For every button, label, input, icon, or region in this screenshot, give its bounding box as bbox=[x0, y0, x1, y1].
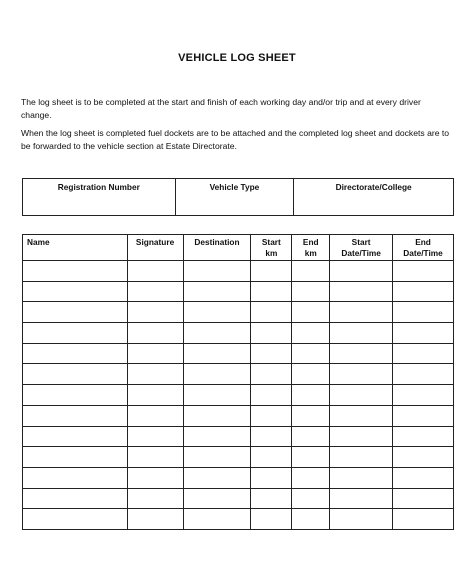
end-datetime-cell[interactable] bbox=[393, 509, 454, 530]
name-header bbox=[23, 235, 128, 261]
signature-header-label: Signature bbox=[135, 237, 175, 247]
name-cell[interactable] bbox=[23, 509, 128, 530]
destination-cell[interactable] bbox=[183, 447, 251, 468]
table-row bbox=[23, 302, 454, 323]
signature-cell[interactable] bbox=[127, 364, 183, 385]
start-datetime-cell[interactable] bbox=[330, 509, 393, 530]
destination-cell[interactable] bbox=[183, 405, 251, 426]
table-row bbox=[23, 385, 454, 406]
start-km-cell[interactable] bbox=[251, 509, 292, 530]
end-datetime-header bbox=[393, 235, 454, 261]
document-title: VEHICLE LOG SHEET bbox=[178, 52, 296, 64]
name-cell[interactable] bbox=[23, 364, 128, 385]
end-datetime-cell[interactable] bbox=[393, 426, 454, 447]
signature-cell[interactable] bbox=[127, 426, 183, 447]
start-datetime-cell[interactable] bbox=[330, 385, 393, 406]
start-km-cell[interactable] bbox=[251, 261, 292, 282]
start-datetime-cell[interactable] bbox=[330, 281, 393, 302]
destination-cell[interactable] bbox=[183, 364, 251, 385]
signature-cell[interactable] bbox=[127, 302, 183, 323]
start-datetime-header-line2: Date/Time bbox=[341, 248, 381, 258]
trip-log-header-row bbox=[23, 235, 454, 261]
start-datetime-cell[interactable] bbox=[330, 302, 393, 323]
trip-log-body bbox=[23, 261, 454, 530]
table-row bbox=[23, 488, 454, 509]
destination-cell[interactable] bbox=[183, 323, 251, 344]
vehicle-type-header: Vehicle Type bbox=[175, 179, 294, 216]
end-km-cell[interactable] bbox=[292, 323, 330, 344]
destination-cell[interactable] bbox=[183, 385, 251, 406]
start-datetime-cell[interactable] bbox=[330, 405, 393, 426]
end-km-cell[interactable] bbox=[292, 426, 330, 447]
end-km-cell[interactable] bbox=[292, 509, 330, 530]
signature-cell[interactable] bbox=[127, 261, 183, 282]
name-cell[interactable] bbox=[23, 426, 128, 447]
start-datetime-cell[interactable] bbox=[330, 364, 393, 385]
start-datetime-cell[interactable] bbox=[330, 488, 393, 509]
signature-cell[interactable] bbox=[127, 385, 183, 406]
end-datetime-cell[interactable] bbox=[393, 281, 454, 302]
table-row bbox=[23, 281, 454, 302]
table-row bbox=[23, 343, 454, 364]
end-datetime-cell[interactable] bbox=[393, 364, 454, 385]
signature-header bbox=[127, 235, 183, 261]
start-datetime-header-line1: Start bbox=[351, 237, 371, 247]
start-km-cell[interactable] bbox=[251, 426, 292, 447]
start-km-cell[interactable] bbox=[251, 281, 292, 302]
table-row bbox=[23, 509, 454, 530]
table-row bbox=[23, 467, 454, 488]
signature-cell[interactable] bbox=[127, 323, 183, 344]
start-km-header-line2: km bbox=[265, 248, 278, 258]
end-datetime-cell[interactable] bbox=[393, 323, 454, 344]
end-datetime-cell[interactable] bbox=[393, 488, 454, 509]
end-km-cell[interactable] bbox=[292, 385, 330, 406]
signature-cell[interactable] bbox=[127, 447, 183, 468]
start-datetime-cell[interactable] bbox=[330, 467, 393, 488]
name-cell[interactable] bbox=[23, 467, 128, 488]
name-cell[interactable] bbox=[23, 261, 128, 282]
end-km-header bbox=[292, 235, 330, 261]
end-km-cell[interactable] bbox=[292, 447, 330, 468]
end-datetime-cell[interactable] bbox=[393, 447, 454, 468]
start-km-cell[interactable] bbox=[251, 323, 292, 344]
start-km-cell[interactable] bbox=[251, 488, 292, 509]
start-datetime-cell[interactable] bbox=[330, 343, 393, 364]
start-km-cell[interactable] bbox=[251, 467, 292, 488]
destination-cell[interactable] bbox=[183, 343, 251, 364]
name-cell[interactable] bbox=[23, 488, 128, 509]
signature-cell[interactable] bbox=[127, 281, 183, 302]
end-km-cell[interactable] bbox=[292, 281, 330, 302]
end-datetime-cell[interactable] bbox=[393, 405, 454, 426]
directorate-college-header: Directorate/College bbox=[294, 179, 454, 216]
start-datetime-cell[interactable] bbox=[330, 323, 393, 344]
end-datetime-cell[interactable] bbox=[393, 302, 454, 323]
end-datetime-cell[interactable] bbox=[393, 343, 454, 364]
start-datetime-cell[interactable] bbox=[330, 447, 393, 468]
destination-cell[interactable] bbox=[183, 488, 251, 509]
instruction-paragraph-1: The log sheet is to be completed at the start and finish of each working day and/or trip and at every driver change. bbox=[21, 97, 421, 120]
vehicle-info-table bbox=[22, 178, 454, 216]
end-datetime-cell[interactable] bbox=[393, 467, 454, 488]
end-km-cell[interactable] bbox=[292, 364, 330, 385]
table-row bbox=[23, 447, 454, 468]
start-datetime-cell[interactable] bbox=[330, 261, 393, 282]
end-km-header-line1: End bbox=[302, 237, 319, 247]
instruction-paragraph-2: When the log sheet is completed fuel dockets are to be attached and the completed log sheet and dockets are to be forwarded to the vehicle section at Estate Directorate. bbox=[21, 128, 450, 151]
vehicle-info-row bbox=[23, 179, 454, 216]
start-km-cell[interactable] bbox=[251, 385, 292, 406]
start-km-cell[interactable] bbox=[251, 302, 292, 323]
name-cell[interactable] bbox=[23, 405, 128, 426]
name-cell[interactable] bbox=[23, 343, 128, 364]
start-km-cell[interactable] bbox=[251, 364, 292, 385]
registration-number-header: Registration Number bbox=[23, 179, 176, 216]
name-cell[interactable] bbox=[23, 323, 128, 344]
start-km-header-line1: Start bbox=[261, 237, 281, 247]
name-header-label: Name bbox=[27, 237, 50, 247]
end-km-cell[interactable] bbox=[292, 302, 330, 323]
end-km-cell[interactable] bbox=[292, 467, 330, 488]
start-km-cell[interactable] bbox=[251, 343, 292, 364]
end-datetime-header-line1: End bbox=[415, 237, 431, 247]
name-cell[interactable] bbox=[23, 447, 128, 468]
destination-cell[interactable] bbox=[183, 302, 251, 323]
destination-cell[interactable] bbox=[183, 467, 251, 488]
end-km-cell[interactable] bbox=[292, 488, 330, 509]
destination-cell[interactable] bbox=[183, 509, 251, 530]
signature-cell[interactable] bbox=[127, 488, 183, 509]
start-datetime-header bbox=[330, 235, 393, 261]
end-km-cell[interactable] bbox=[292, 405, 330, 426]
table-row bbox=[23, 364, 454, 385]
start-km-header bbox=[251, 235, 292, 261]
end-km-cell[interactable] bbox=[292, 343, 330, 364]
signature-cell[interactable] bbox=[127, 405, 183, 426]
destination-cell[interactable] bbox=[183, 426, 251, 447]
end-datetime-cell[interactable] bbox=[393, 261, 454, 282]
destination-header bbox=[183, 235, 251, 261]
start-km-cell[interactable] bbox=[251, 447, 292, 468]
destination-cell[interactable] bbox=[183, 261, 251, 282]
name-cell[interactable] bbox=[23, 385, 128, 406]
signature-cell[interactable] bbox=[127, 343, 183, 364]
end-datetime-cell[interactable] bbox=[393, 385, 454, 406]
table-row bbox=[23, 405, 454, 426]
start-km-cell[interactable] bbox=[251, 405, 292, 426]
destination-header-label: Destination bbox=[194, 237, 240, 247]
start-datetime-cell[interactable] bbox=[330, 426, 393, 447]
destination-cell[interactable] bbox=[183, 281, 251, 302]
signature-cell[interactable] bbox=[127, 509, 183, 530]
table-row bbox=[23, 261, 454, 282]
end-km-cell[interactable] bbox=[292, 261, 330, 282]
end-datetime-header-line2: Date/Time bbox=[403, 248, 443, 258]
trip-log-table bbox=[22, 234, 454, 530]
name-cell[interactable] bbox=[23, 302, 128, 323]
end-km-header-line2: km bbox=[304, 248, 317, 258]
signature-cell[interactable] bbox=[127, 467, 183, 488]
table-row bbox=[23, 323, 454, 344]
table-row bbox=[23, 426, 454, 447]
name-cell[interactable] bbox=[23, 281, 128, 302]
